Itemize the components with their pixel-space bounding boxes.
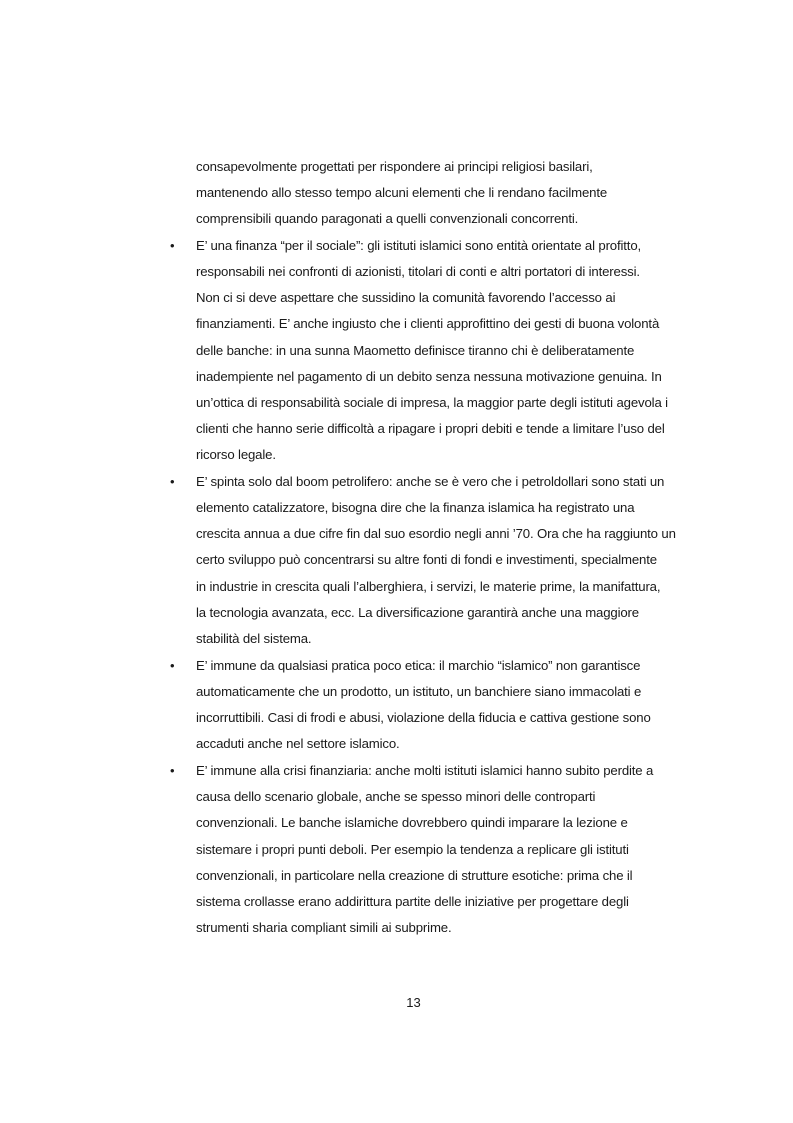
- text-line: causa dello scenario globale, anche se spesso minori delle controparti: [196, 789, 596, 804]
- text-line: E’ spinta solo dal boom petrolifero: anche se è vero che i petroldollari sono stati un: [196, 474, 665, 489]
- text-line: consapevolmente progettati per rispondere ai principi religiosi basilari,: [196, 159, 593, 174]
- text-line: mantenendo allo stesso tempo alcuni elementi che li rendano facilmente: [196, 185, 608, 200]
- text-line: Non ci si deve aspettare che sussidino la comunità favorendo l’accesso ai: [196, 290, 616, 305]
- text-line: in industrie in crescita quali l’alberghiera, i servizi, le materie prime, la manifattura,: [196, 579, 661, 594]
- text-line: inadempiente nel pagamento di un debito senza nessuna motivazione genuina. In: [196, 369, 662, 384]
- text-line: convenzionali, in particolare nella creazione di strutture esotiche: prima che il: [196, 868, 633, 883]
- text-line: crescita annua a due cifre fin dal suo esordio negli anni ’70. Ora che ha raggiunto un: [196, 526, 676, 541]
- text-line: la tecnologia avanzata, ecc. La diversificazione garantirà anche una maggiore: [196, 605, 639, 620]
- text-line: clienti che hanno serie difficoltà a ripagare i propri debiti e tende a limitare l’uso del: [196, 421, 665, 436]
- text-line: delle banche: in una sunna Maometto definisce tiranno chi è deliberatamente: [196, 343, 635, 358]
- text-line: ricorso legale.: [196, 447, 276, 462]
- text-line: accaduti anche nel settore islamico.: [196, 736, 400, 751]
- text-line: elemento catalizzatore, bisogna dire che la finanza islamica ha registrato una: [196, 500, 635, 515]
- text-line: sistemare i propri punti deboli. Per esempio la tendenza a replicare gli istituti: [196, 842, 629, 857]
- text-line: strumenti sharia compliant simili ai subprime.: [196, 920, 452, 935]
- text-line: stabilità del sistema.: [196, 631, 312, 646]
- text-line: automaticamente che un prodotto, un istituto, un banchiere siano immacolati e: [196, 684, 642, 699]
- text-line: E’ immune alla crisi finanziaria: anche molti istituti islamici hanno subito perdite a: [196, 763, 654, 778]
- bullet-icon: •: [170, 474, 175, 489]
- text-line: E’ immune da qualsiasi pratica poco etica: il marchio “islamico” non garantisce: [196, 658, 641, 673]
- text-line: responsabili nei confronti di azionisti, titolari di conti e altri portatori di interessi.: [196, 264, 640, 279]
- bullet-icon: •: [170, 238, 175, 253]
- text-line: finanziamenti. E’ anche ingiusto che i clienti approfittino dei gesti di buona volontà: [196, 316, 660, 331]
- bullet-icon: •: [170, 658, 175, 673]
- text-line: certo sviluppo può concentrarsi su altre fonti di fondi e investimenti, specialmente: [196, 552, 657, 567]
- text-line: un’ottica di responsabilità sociale di impresa, la maggior parte degli istituti agevola i: [196, 395, 668, 410]
- page-number: 13: [406, 995, 421, 1010]
- bullet-icon: •: [170, 763, 175, 778]
- text-line: incorruttibili. Casi di frodi e abusi, violazione della fiducia e cattiva gestione sono: [196, 710, 651, 725]
- text-line: E’ una finanza “per il sociale”: gli istituti islamici sono entità orientate al profitto,: [196, 238, 642, 253]
- text-line: sistema crollasse erano addirittura partite delle iniziative per progettare degli: [196, 894, 629, 909]
- text-line: convenzionali. Le banche islamiche dovrebbero quindi imparare la lezione e: [196, 815, 628, 830]
- text-line: comprensibili quando paragonati a quelli convenzionali concorrenti.: [196, 211, 579, 226]
